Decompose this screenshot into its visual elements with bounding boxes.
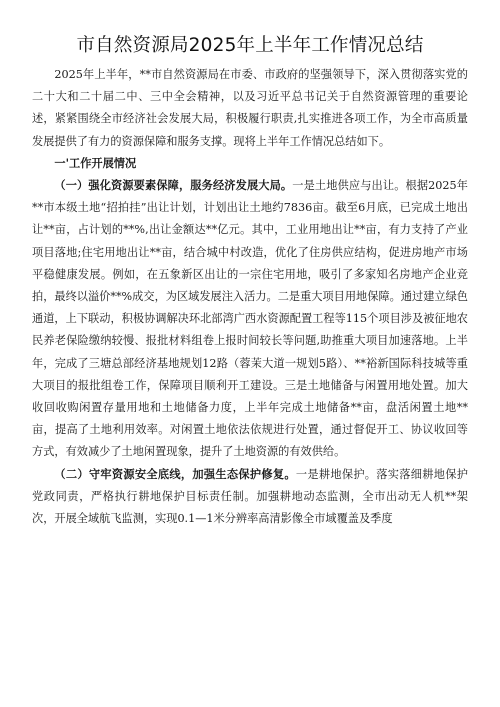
item1-lead: （一）强化资源要素保障，服务经济发展大局。 — [54, 179, 293, 193]
item2-body: 一是耕地保护。落实落细耕地保护党政同责，严格执行耕地保护目标责任制。加强耕地动态监测，全市出动无人机**架次，开展全域航飞监测，实现0.1—1米分辨率高清影像全市域覆盖及季度 — [32, 467, 468, 526]
item2-paragraph — [32, 464, 468, 531]
document-title: 市自然资源局2025年上半年工作情况总结 — [76, 35, 424, 56]
item1-paragraph — [32, 175, 468, 464]
item2-lead: （二）守牢资源安全底线，加强生态保护修复。 — [54, 467, 296, 481]
section-heading: 一'工作开展情况 — [54, 156, 137, 170]
document-body — [32, 64, 468, 530]
item1-body: 一是土地供应与出让。根据2025年**市本级土地“招拍挂”出让计划，计划出让土地约7836亩。截至6月底，已完成土地出让**亩，占计划的**%,出让金额达**亿元。其中，工业用地出让**亩，有力支持了产业项目落地;住宅用地出让**亩，结合城中村改造，优化了住房供应结构，促进房地产市场平稳健康发展。例如，在五象新区出让的一宗住宅用地，吸引了多家知名房地产企业竞拍，最终以溢价**%成交，为区域发展注入活力。二是重大项目用地保障。通过建立绿色通道，上下联动，积极协调解决环北部湾广西水资源配置工程等115个项目涉及被征地农民养老保险缴纳较慢、报批材料组卷上报时间较长等问题,助推重大项目加速落地。上半年，完成了三塘总部经济基地规划12路（蓉茉大道一规划5路）、**裕新国际科技城等重大项目的报批组卷工作，保障项目顺利开工建设。三是土地储备与闲置用地处置。加大收回收购闲置存量用地和土地储备力度，上半年完成土地储备**亩，盘活闲置土地**亩，提高了土地利用效率。对闲置土地依法依规进行处置，通过督促开工、协议收回等方式，有效减少了土地闲置现象，提升了土地资源的有效供给。 — [32, 179, 468, 459]
intro-paragraph: 2025年上半年，**市自然资源局在市委、市政府的坚强领导下，深入贯彻落实党的二十大和二十届二中、三中全会精神，以及习近平总书记关于自然资源管理的重要论述，紧紧围绕全市经济社会发展大局，积极履行职责,扎实推进各项工作，为全市高质量发展提供了有力的资源保障和服务支撑。现将上半年工作情况总结如下。 — [32, 68, 468, 148]
